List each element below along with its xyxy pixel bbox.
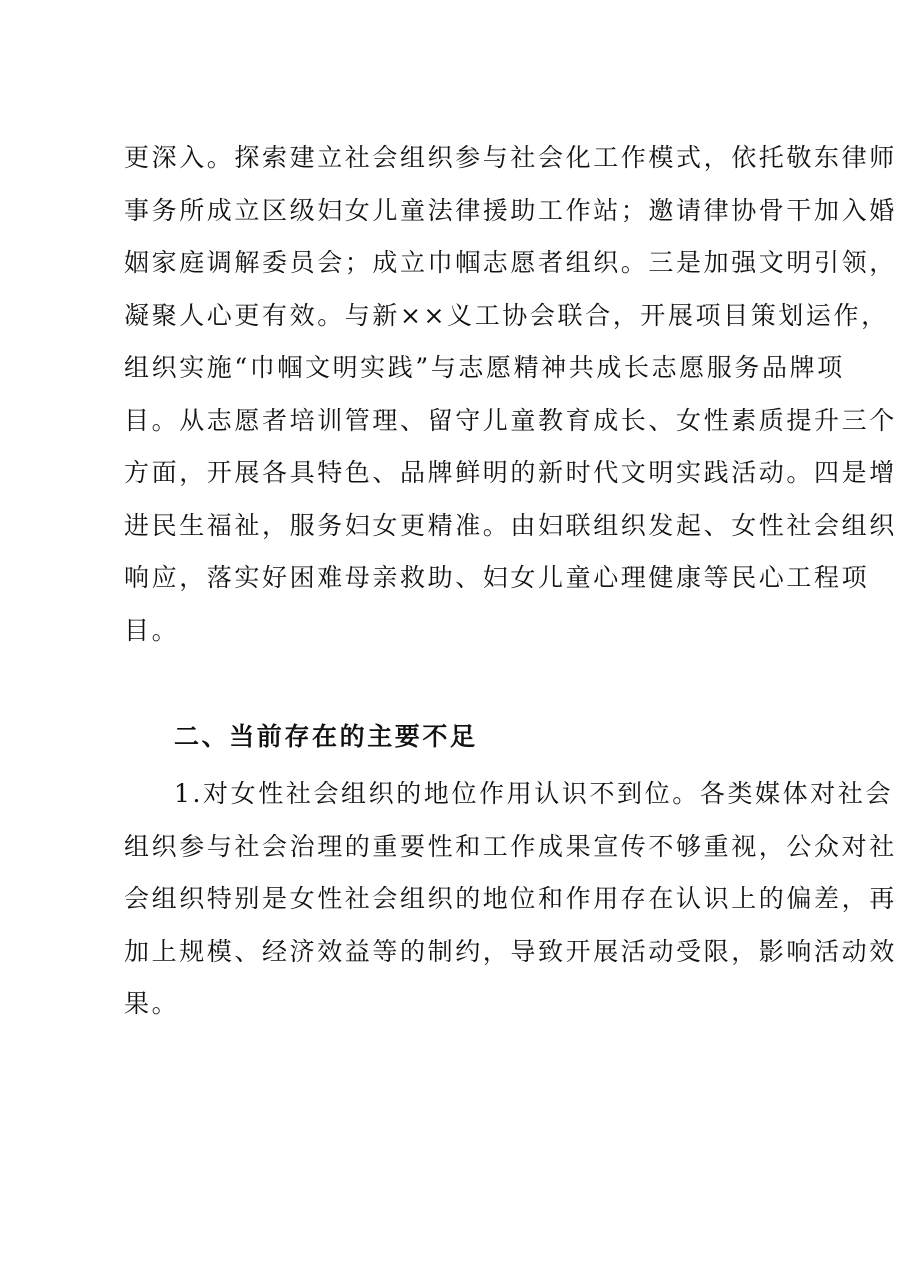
paragraph-two: [124, 768, 897, 1031]
paragraph-line: 目。从志愿者培训管理、留守儿童教育成长、女性素质提升三个: [124, 405, 897, 435]
paragraph-line: 进民生福祉，服务妇女更精准。由妇联组织发起、女性社会组织: [124, 510, 897, 540]
paragraph-line: 方面，开展各具特色、品牌鲜明的新时代文明实践活动。四是增: [124, 458, 897, 487]
paragraph-main: [124, 132, 897, 657]
paragraph-line: 响应，落实好困难母亲救助、妇女儿童心理健康等民心工程项: [124, 563, 870, 592]
paragraph-line: 更深入。探索建立社会组织参与社会化工作模式，依托敬东律师: [124, 143, 897, 172]
paragraph-line: 1.对女性社会组织的地位作用认识不到位。各类媒体对社会: [174, 779, 894, 808]
paragraph-line: 组织实施“巾帼文明实践”与志愿精神共成长志愿服务品牌项: [124, 353, 845, 382]
paragraph-line: 组织参与社会治理的重要性和工作成果宣传不够重视，公众对社: [124, 831, 897, 861]
paragraph-line: 目。: [124, 615, 180, 645]
paragraph-line: 果。: [124, 989, 180, 1018]
paragraph-line: 事务所成立区级妇女儿童法律援助工作站；邀请律协骨干加入婚: [124, 195, 897, 225]
paragraph-line: 凝聚人心更有效。与新××义工协会联合，开展项目策划运作，: [124, 300, 889, 330]
paragraph-line: 加上规模、经济效益等的制约，导致开展活动受限，影响活动效: [124, 936, 897, 966]
paragraph-line: 姻家庭调解委员会；成立巾帼志愿者组织。三是加强文明引领，: [124, 248, 897, 277]
section-heading: 二、当前存在的主要不足: [174, 722, 478, 751]
paragraph-line: 会组织特别是女性社会组织的地位和作用存在认识上的偏差，再: [124, 884, 897, 913]
